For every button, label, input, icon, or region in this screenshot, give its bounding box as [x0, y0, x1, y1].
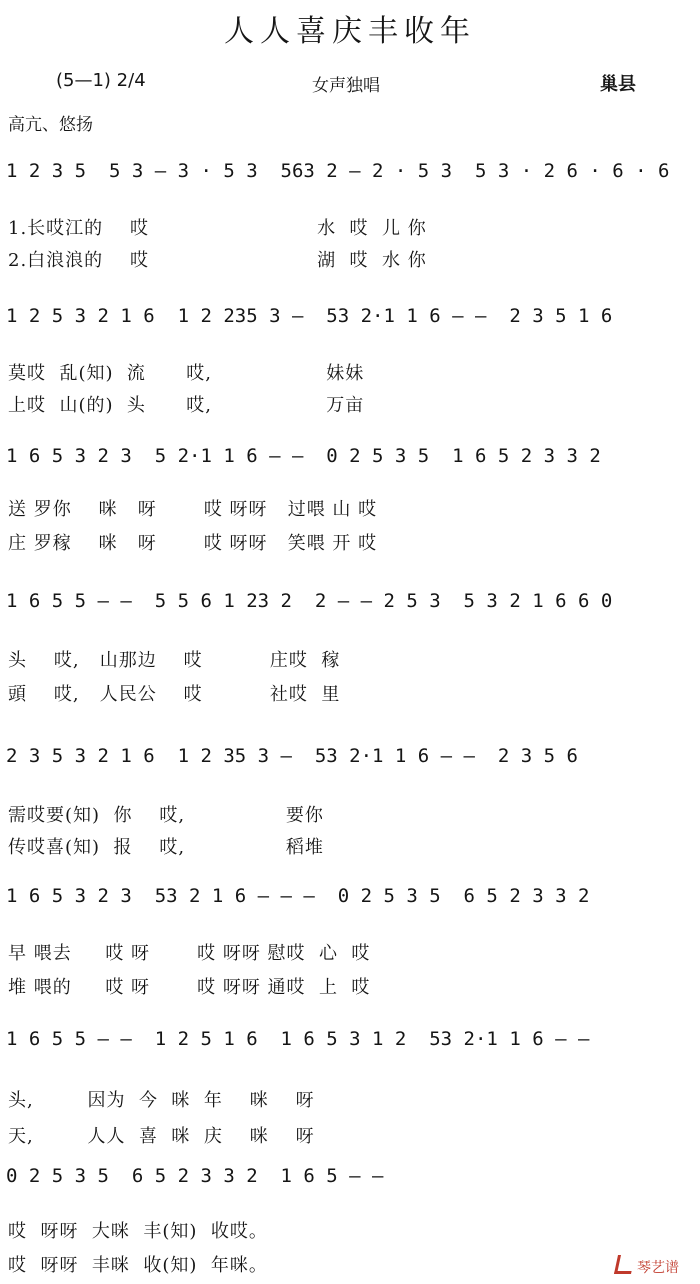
notation-line: 1 6 5 3 2 3 5 2·1 1 6 — — 0 2 5 3 5 1 6 5 2 3 3 2 [6, 445, 601, 467]
lyric-verse-1: 1.长哎江的 哎 水 哎 儿 你 [8, 218, 427, 239]
lyric-verse-2: 天, 人人 喜 咪 庆 咪 呀 [8, 1126, 315, 1147]
lyric-verse-1: 莫哎 乱(知) 流 哎, 妹妹 [8, 363, 365, 384]
lyric-verse-2: 2.白浪浪的 哎 湖 哎 水 你 [8, 250, 427, 271]
lyric-verse-2: 庄 罗稼 咪 呀 哎 呀呀 笑喂 开 哎 [8, 533, 378, 554]
lyric-verse-1: 送 罗你 咪 呀 哎 呀呀 过喂 山 哎 [8, 499, 378, 520]
notation-line: 0 2 5 3 5 6 5 2 3 3 2 1 6 5 — — [6, 1165, 384, 1187]
lyric-verse-2: 上哎 山(的) 头 哎, 万亩 [8, 395, 365, 416]
key-signature: (5—1) 2/4 [56, 70, 146, 91]
notation-line: 1 6 5 5 — — 1 2 5 1 6 1 6 5 3 1 2 53 2·1 1 6 — — [6, 1028, 590, 1050]
notation-line: 1 2 5 3 2 1 6 1 2 235 3 — 53 2·1 1 6 — — 2 3 5 1 6 [6, 305, 613, 327]
lyric-verse-2: 堆 喂的 哎 呀 哎 呀呀 通哎 上 哎 [8, 977, 371, 998]
notation-line: 1 6 5 5 — — 5 5 6 1 23 2 2 — — 2 5 3 5 3 2 1 6 6 0 [6, 590, 613, 612]
lyric-verse-1: 早 喂去 哎 呀 哎 呀呀 慰哎 心 哎 [8, 943, 371, 964]
lyric-verse-2: 传哎喜(知) 报 哎, 稻堆 [8, 837, 324, 858]
watermark-text: 琴艺谱 [637, 1260, 679, 1276]
notation-line: 2 3 5 3 2 1 6 1 2 35 3 — 53 2·1 1 6 — — 2 3 5 6 [6, 745, 578, 767]
lyric-verse-2: 哎 呀呀 丰咪 收(知) 年咪。 [8, 1255, 268, 1276]
notation-line: 1 2 3 5 5 3 — 3 · 5 3 563 2 — 2 · 5 3 5 3 · 2 6 · 6 · 6 [6, 160, 670, 182]
tempo-marking: 高亢、悠扬 [8, 115, 93, 135]
watermark-mark-icon [614, 1255, 635, 1274]
notation-line: 1 6 5 3 2 3 53 2 1 6 — — — 0 2 5 3 5 6 5 2 3 3 2 [6, 885, 590, 907]
watermark-logo [616, 1255, 696, 1279]
song-title: 人人喜庆丰收年 [224, 14, 476, 49]
lyric-verse-1: 头, 因为 今 咪 年 咪 呀 [8, 1090, 315, 1111]
lyric-verse-1: 头 哎, 山那边 哎 庄哎 稼 [8, 650, 341, 671]
performance-type: 女声独唱 [312, 76, 380, 96]
lyric-verse-1: 哎 呀呀 大咪 丰(知) 收哎。 [8, 1221, 268, 1242]
lyric-verse-2: 頭 哎, 人民公 哎 社哎 里 [8, 684, 341, 705]
song-origin: 巢县 [600, 74, 636, 95]
lyric-verse-1: 需哎要(知) 你 哎, 要你 [8, 805, 324, 826]
